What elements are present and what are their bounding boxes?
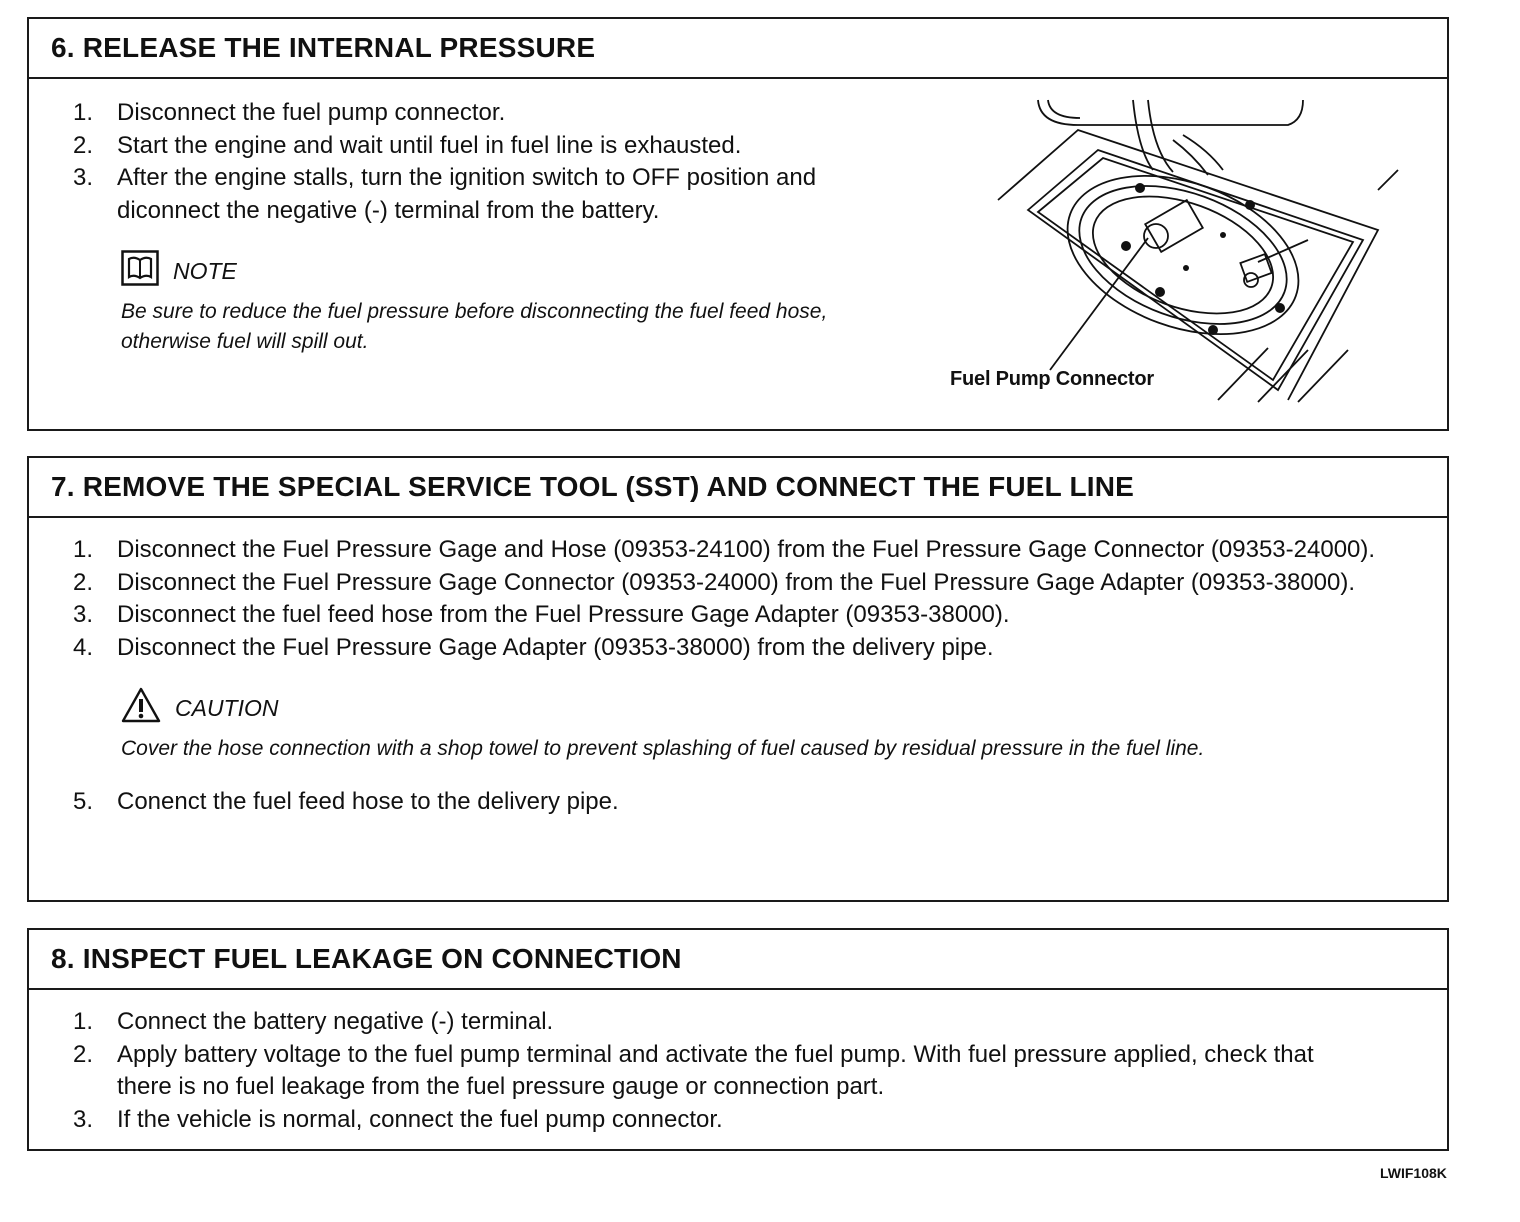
step-text: Apply battery voltage to the fuel pump terminal and activate the fuel pump. With fuel pressure applied, check that there is no fuel leakage from the fuel pressure gauge or connection part. [117,1040,1314,1100]
note-title [121,251,909,291]
fuel-pump-illustration [968,80,1408,410]
step-text: Connect the battery negative (-) terminal. [117,1008,554,1035]
section-title: 6. RELEASE THE INTERNAL PRESSURE [29,19,1447,79]
step-text: After the engine stalls, turn the ignition switch to OFF position and diconnect the negative (-) terminal from the battery. [117,164,817,224]
section-remove-sst [27,456,1449,902]
step-text: Disconnect the Fuel Pressure Gage Connector (09353-24000) from the Fuel Pressure Gage Adapter (09353-38000). [117,568,1356,596]
caution-text: Cover the hose connection with a shop towel to prevent splashing of fuel caused by residual pressure in the fuel line. [121,737,1205,760]
step-list-continued [29,786,1377,819]
list-item [29,1006,1367,1039]
note-text: Be sure to reduce the fuel pressure before disconnecting the fuel feed hose, otherwise fuel will spill out. [121,300,828,353]
step-number: 2. [73,131,94,159]
caution-label: CAUTION [175,694,279,721]
step-number: 3. [73,601,94,628]
list-item [29,632,1377,665]
caution-title [121,688,1377,728]
list-item [29,786,1377,819]
step-list [29,1006,1367,1136]
figure-code: LWIF108K [1380,1165,1447,1181]
step-number: 2. [73,1040,94,1068]
section-title: 8. INSPECT FUEL LEAKAGE ON CONNECTION [29,930,1447,990]
step-number: 3. [73,164,94,191]
list-item [29,162,909,227]
list-item [29,97,909,130]
figure-label: Fuel Pump Connector [950,368,1154,390]
list-item [29,567,1377,600]
section-body [29,518,1447,819]
step-text: Disconnect the Fuel Pressure Gage Adapter (09353-38000) from the delivery pipe. [117,633,994,661]
step-list [29,97,909,227]
step-text: Disconnect the fuel feed hose from the Fuel Pressure Gage Adapter (09353-38000). [117,601,1010,628]
book-icon [121,250,173,292]
step-number: 2. [73,568,94,596]
step-text: Start the engine and wait until fuel in fuel line is exhausted. [117,131,742,159]
step-number: 1. [73,99,94,126]
step-number: 5. [73,788,94,815]
list-item [29,599,1377,632]
step-number: 3. [73,1105,94,1133]
step-list [29,534,1377,664]
step-text: Conenct the fuel feed hose to the delivery pipe. [117,788,619,815]
section-title: 7. REMOVE THE SPECIAL SERVICE TOOL (SST) AND CONNECT THE FUEL LINE [29,458,1447,518]
list-item [29,534,1377,567]
step-text: If the vehicle is normal, connect the fuel pump connector. [117,1105,723,1133]
warning-icon [121,687,175,729]
caution-callout [121,688,1377,764]
step-text: Disconnect the fuel pump connector. [117,99,506,126]
step-number: 1. [73,536,94,563]
list-item [29,1039,1367,1104]
step-number: 4. [73,633,94,661]
section-body [29,79,909,357]
section-body [29,990,1447,1136]
section-inspect-fuel-leakage [27,928,1449,1151]
list-item [29,1104,1367,1137]
step-text: Disconnect the Fuel Pressure Gage and Hose (09353-24100) from the Fuel Pressure Gage Connector (09353-24000). [117,536,1376,563]
note-callout [121,251,909,357]
note-label: NOTE [173,257,237,284]
list-item [29,130,909,163]
step-number: 1. [73,1008,94,1035]
